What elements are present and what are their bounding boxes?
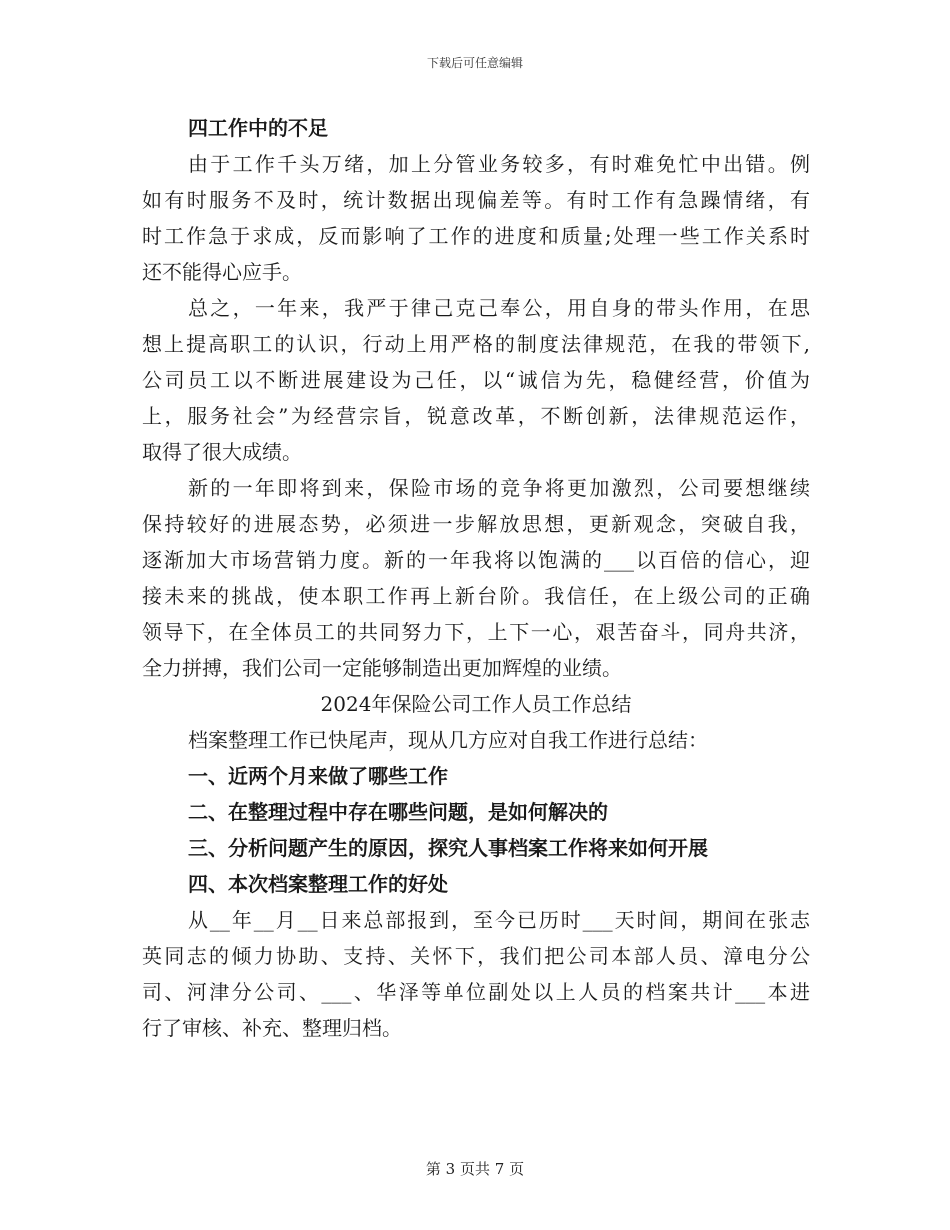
text-line: 还不能得心应手。 <box>142 260 302 284</box>
page-number: 第 3 页共 7 页 <box>425 1160 525 1178</box>
text-line: 由于工作千头万绪，加上分管业务较多，有时难免忙中出错。例 <box>188 152 810 176</box>
text-line: 领导下，在全体员工的共同努力下，上下一心，艰苦奋斗，同舟共济， <box>142 620 810 644</box>
text-line: 总之，一年来，我严于律己克己奉公，用自身的带头作用，在思 <box>188 296 810 320</box>
text-line: 保持较好的进展态势，必须进一步解放思想，更新观念，突破自我， <box>142 512 810 536</box>
paragraph-archive-work <box>142 902 810 1046</box>
paragraph-outlook <box>142 470 810 686</box>
report-item: 二、在整理过程中存在哪些问题，是如何解决的 <box>188 800 608 824</box>
text-line: 司、河津分公司、___、华泽等单位副处以上人员的档案共计___本进 <box>142 980 810 1004</box>
paragraph-shortcomings <box>142 146 810 290</box>
text-line: 接未来的挑战，使本职工作再上新台阶。我信任，在上级公司的正确 <box>142 584 810 608</box>
report-intro: 档案整理工作已快尾声，现从几方应对自我工作进行总结： <box>188 728 708 752</box>
report-item: 一、近两个月来做了哪些工作 <box>188 764 448 788</box>
document-body <box>142 110 810 1046</box>
text-line: 逐渐加大市场营销力度。新的一年我将以饱满的___以百倍的信心，迎 <box>142 548 810 572</box>
text-line: 如有时服务不及时，统计数据出现偏差等。有时工作有急躁情绪，有 <box>142 188 810 212</box>
text-line: 行了审核、补充、整理归档。 <box>142 1016 402 1040</box>
paragraph-summary <box>142 290 810 470</box>
text-line: 英同志的倾力协助、支持、关怀下，我们把公司本部人员、漳电分公 <box>142 944 810 968</box>
header-note: 下载后可任意编辑 <box>426 56 523 70</box>
report-item: 四、本次档案整理工作的好处 <box>188 872 448 896</box>
text-line: 取得了很大成绩。 <box>142 440 302 464</box>
text-line: 新的一年即将到来，保险市场的竞争将更加激烈，公司要想继续 <box>188 476 810 500</box>
text-line: 从__年__月__日来总部报到，至今已历时___天时间，期间在张志 <box>188 908 810 932</box>
section-heading: 四工作中的不足 <box>188 116 328 140</box>
report-title: 2024年保险公司工作人员工作总结 <box>320 692 632 716</box>
report-item: 三、分析问题产生的原因，探究人事档案工作将来如何开展 <box>188 836 708 860</box>
text-line: 上，服务社会”为经营宗旨，锐意改革，不断创新，法律规范运作， <box>142 404 810 428</box>
text-line: 想上提高职工的认识，行动上用严格的制度法律规范，在我的带领下, <box>142 332 810 356</box>
text-line: 全力拼搏，我们公司一定能够制造出更加辉煌的业绩。 <box>142 656 622 680</box>
text-line: 时工作急于求成，反而影响了工作的进度和质量;处理一些工作关系时 <box>142 224 810 248</box>
text-line: 公司员工以不断进展建设为己任，以“诚信为先，稳健经营，价值为 <box>142 368 810 392</box>
